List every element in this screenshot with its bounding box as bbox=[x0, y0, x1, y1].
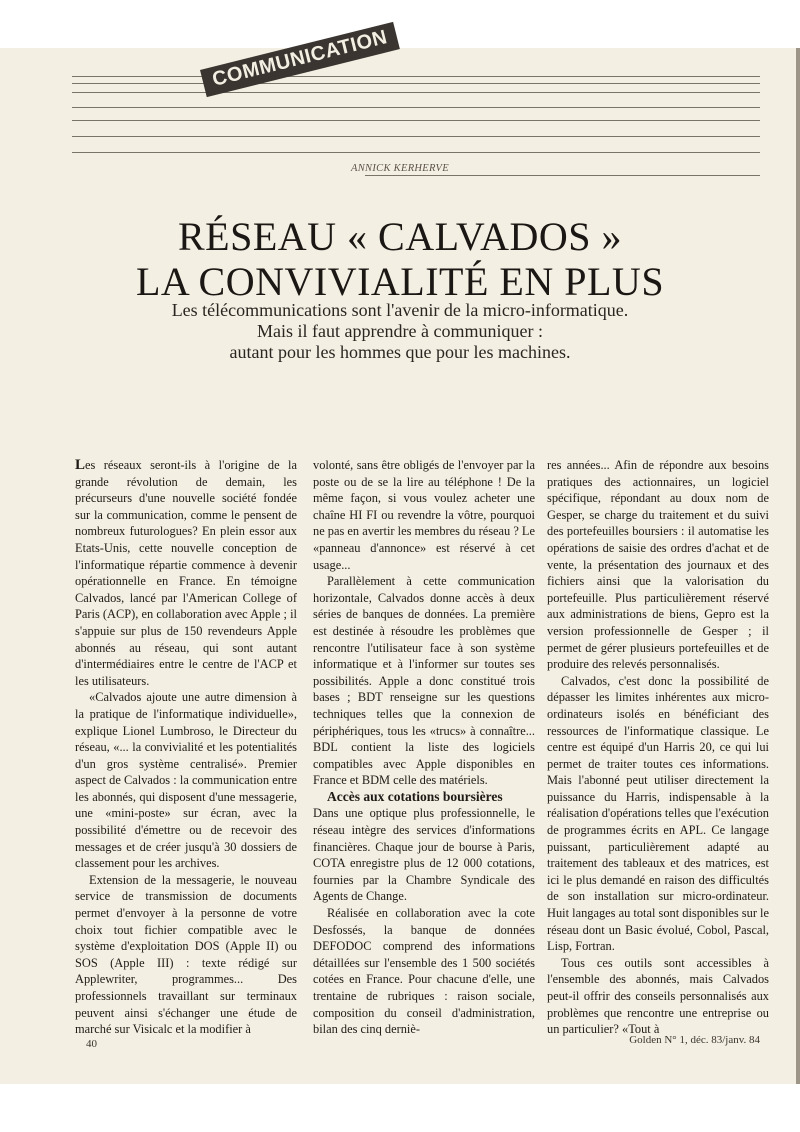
paragraph: Réalisée en collaboration avec la cote Desfossés, la banque de données DEFODOC comprend des informations détaillées sur l'ensemble des 1 500 sociétés cotées en France. Pour chacune d'elle, une trentaine de rubriques : raison sociale, composition du conseil d'administration, bilan des cinq derniè- bbox=[313, 906, 535, 1037]
drop-cap: L bbox=[75, 457, 86, 473]
paragraph: Calvados, c'est donc la possibilité de dépasser les limites inhérentes aux micro-ordinateurs isolés en bénéficiant des ressources de l'informatique classique. Le centre est équipé d'un Harris 20, ce qui lui permet de traiter toutes ces informations. Mais l'abonné peut utiliser directement la puissance du Harris, indispensable à la réalisation d'opérations telles que l'exécution de programmes écrits en APL. Ce langage puissant, particulièrement adapté au traitement des tableaux et des matrices, est ici le plus demandé en raison des difficultés de son installation sur micro-ordinateur. Huit langages au total sont disponibles sur le réseau dont un Basic évolué, Cobol, Pascal, Lisp, Fortran. bbox=[547, 673, 769, 954]
paragraph: Extension de la messagerie, le nouveau service de transmission de documents permet d'envoyer à la personne de votre choix tout fichier compatible avec le système d'exploitation DOS (Apple II) ou SOS (Apple III) : texte rédigé sur Applewriter, programmes... Des professionnels travaillant sur terminaux peuvent ainsi s'échanger une étude de marché sur Visicalc et la modifier à bbox=[75, 872, 297, 1037]
page-edge bbox=[796, 48, 800, 1084]
paragraph-text: es réseaux seront-ils à l'origine de la grande révolution de demain, les précurseurs d'une nouvelle société fondée sur la communication, comme le pensent de nombreux futurologues? En plein essor aux Etats-Unis, cette nouvelle conception de l'informatique répartie commence à devenir opérationnelle en France. En témoigne Calvados, lancé par l'American College of Paris (ACP), en collaboration avec Apple ; il s'appuie sur plus de 150 revendeurs Apple abonnés au réseau, qui sont autant d'intermédiaires entre le centre de l'ACP et les utilisateurs. bbox=[75, 458, 297, 688]
header-rule bbox=[72, 76, 760, 77]
headline-line-2: LA CONVIVIALITÉ EN PLUS bbox=[135, 259, 665, 304]
header-rule bbox=[72, 107, 760, 108]
paragraph: Parallèlement à cette communication horizontale, Calvados donne accès à deux séries de banques de données. La première est destinée à résoudre les problèmes que rencontre l'utilisateur face à son système informatique et à l'informer sur toutes ses possibilités. Apple a donc constitué trois bases ; BDT renseigne sur les questions techniques telles que la connexion de périphériques, tous les «trucs» à connaître... BDL contient la liste des logiciels compatibles avec Apple disponibles en France et BDM celle des matériels. bbox=[313, 574, 535, 788]
issue-info: Golden N° 1, déc. 83/janv. 84 bbox=[629, 1034, 760, 1046]
standfirst bbox=[0, 300, 800, 363]
paragraph: Dans une optique plus professionnelle, le réseau intègre des services d'informations financières. Chaque jour de bourse à Paris, COTA enregistre plus de 12 000 cotations, fournies par la Chambre Syndicale des Agents de Change. bbox=[313, 806, 535, 904]
header-rule bbox=[72, 152, 760, 153]
headline-line-1: RÉSEAU « CALVADOS » bbox=[177, 214, 623, 259]
standfirst-line: Mais il faut apprendre à communiquer : bbox=[257, 321, 543, 341]
article-column-3 bbox=[547, 457, 769, 1038]
page-number: 40 bbox=[86, 1038, 97, 1050]
author-byline: ANNICK KERHERVE bbox=[351, 163, 449, 174]
paragraph: volonté, sans être obligés de l'envoyer par la poste ou de se la lire au téléphone ! De la même façon, si vous voulez acheter une chaîne HI FI ou revendre la vôtre, pourquoi ne pas en avertir les membres du réseau ? Le «panneau d'annonce» est réservé à cet usage... bbox=[313, 458, 535, 572]
article-column-2 bbox=[313, 457, 535, 1038]
header-rule bbox=[72, 83, 760, 84]
header-rule bbox=[72, 136, 760, 137]
paragraph bbox=[75, 457, 297, 689]
author-rule bbox=[365, 175, 760, 176]
standfirst-line: Les télécommunications sont l'avenir de la micro-informatique. bbox=[171, 300, 629, 320]
article-column-1 bbox=[75, 457, 297, 1038]
paragraph: «Calvados ajoute une autre dimension à la pratique de l'informatique individuelle», explique Lionel Lumbroso, le Directeur du réseau, «... la convivialité et les potentialités d'un gros système centralisé». Premier aspect de Calvados : la communication entre les abonnés, qui disposent d'une messagerie, une «mini-poste» sur écran, avec la possibilité d'émettre ou de recevoir des messages et de créer jusqu'à 30 dossiers de classement pour les archives. bbox=[75, 690, 297, 871]
section-banner: COMMUNICATION bbox=[200, 22, 400, 97]
header-rule bbox=[72, 92, 760, 93]
paragraph: res années... Afin de répondre aux besoins pratiques des actionnaires, un logiciel spécifique, répondant au doux nom de Gesper, se charge du traitement et du suivi des portefeuilles boursiers : il automatise les opérations de saisie des ordres d'achat et de vente, la présentation des journaux et des fichiers ainsi que la valorisation du portefeuille. Plus particulièrement réservé aux administrations de biens, Gepro est la version professionnelle de Gesper ; il permet de gérer plusieurs portefeuilles et de produire des relevés personnalisés. bbox=[547, 458, 769, 672]
paragraph: Tous ces outils sont accessibles à l'ensemble des abonnés, mais Calvados peut-il offrir des conseils personnalisés aux problèmes que rencontre une entreprise ou un particulier? «Tout à bbox=[547, 955, 769, 1037]
header-rule bbox=[72, 120, 760, 121]
standfirst-line: autant pour les hommes que pour les machines. bbox=[229, 342, 571, 362]
section-heading: Accès aux cotations boursières bbox=[327, 788, 503, 804]
